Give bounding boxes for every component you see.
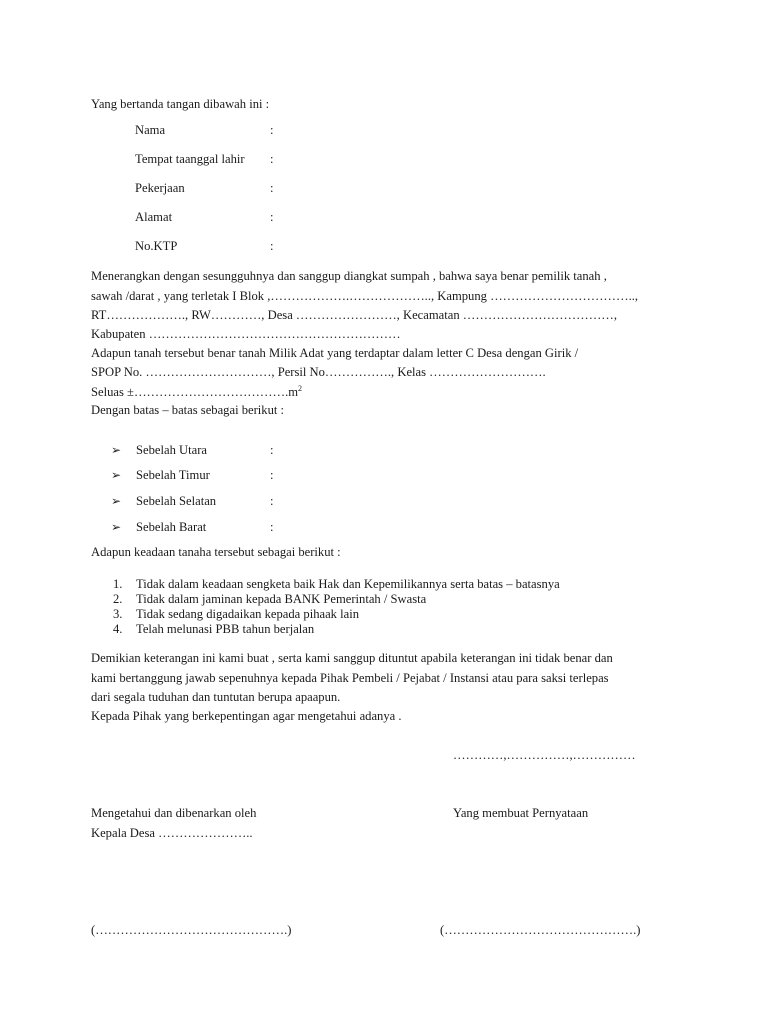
arrow-bullet-icon: ➢ bbox=[111, 520, 122, 534]
field-colon: : bbox=[270, 239, 274, 253]
list-number: 4. bbox=[113, 622, 123, 636]
statement-line: SPOP No. …………………………, Persil No……………., Kelas ………………………. bbox=[91, 365, 546, 379]
statement-line: Dengan batas – batas sebagai berikut : bbox=[91, 403, 285, 417]
field-colon: : bbox=[270, 443, 274, 457]
boundary-label-selatan: Sebelah Selatan bbox=[136, 494, 217, 508]
list-number: 3. bbox=[113, 607, 123, 621]
field-label-alamat: Alamat bbox=[135, 210, 173, 224]
field-colon: : bbox=[270, 210, 274, 224]
signature-left-title: Kepala Desa ………………….. bbox=[91, 826, 253, 840]
condition-item: Telah melunasi PBB tahun berjalan bbox=[136, 622, 315, 636]
area-unit-superscript: 2 bbox=[298, 384, 303, 393]
field-colon: : bbox=[270, 181, 274, 195]
statement-line: sawah /darat , yang terletak I Blok ,……………….……………….., Kampung …………………………….., bbox=[91, 289, 639, 303]
signature-right-label: Yang membuat Pernyataan bbox=[453, 806, 589, 820]
statement-line: Adapun tanah tersebut benar tanah Milik Adat yang terdaptar dalam letter C Desa dengan Girik / bbox=[91, 346, 579, 360]
statement-line: Kabupaten …………………………………………………… bbox=[91, 327, 401, 341]
condition-item: Tidak dalam jaminan kepada BANK Pemerintah / Swasta bbox=[136, 592, 427, 606]
field-colon: : bbox=[270, 520, 274, 534]
field-colon: : bbox=[270, 494, 274, 508]
signature-right-blank: (……………………………………….) bbox=[440, 923, 641, 937]
area-line bbox=[91, 385, 302, 399]
boundary-label-utara: Sebelah Utara bbox=[136, 443, 207, 457]
condition-item: Tidak sedang digadaikan kepada pihaak lain bbox=[136, 607, 360, 621]
intro-text: Yang bertanda tangan dibawah ini : bbox=[91, 97, 270, 111]
arrow-bullet-icon: ➢ bbox=[111, 494, 122, 508]
field-colon: : bbox=[270, 468, 274, 482]
field-colon: : bbox=[270, 152, 274, 166]
statement-line: Menerangkan dengan sesungguhnya dan sanggup diangkat sumpah , bahwa saya benar pemilik tanah , bbox=[91, 269, 607, 283]
field-label-nama: Nama bbox=[135, 123, 166, 137]
field-colon: : bbox=[270, 123, 274, 137]
boundary-label-timur: Sebelah Timur bbox=[136, 468, 210, 482]
field-label-pekerjaan: Pekerjaan bbox=[135, 181, 185, 195]
closing-line: Demikian keterangan ini kami buat , serta kami sanggup dituntut apabila keterangan ini tidak benar dan bbox=[91, 651, 613, 665]
arrow-bullet-icon: ➢ bbox=[111, 443, 122, 457]
condition-item: Tidak dalam keadaan sengketa baik Hak dan Kepemilikannya serta batas – batasnya bbox=[136, 577, 560, 591]
signature-left-label: Mengetahui dan dibenarkan oleh bbox=[91, 806, 257, 820]
signature-left-blank: (……………………………………….) bbox=[91, 923, 292, 937]
arrow-bullet-icon: ➢ bbox=[111, 468, 122, 482]
place-date: …………,……………,…………… bbox=[453, 748, 636, 762]
boundary-label-barat: Sebelah Barat bbox=[136, 520, 207, 534]
area-text: Seluas ±……………………………….m bbox=[91, 385, 299, 400]
closing-line: Kepada Pihak yang berkepentingan agar mengetahui adanya . bbox=[91, 709, 402, 723]
statement-line: RT………………., RW…………, Desa ……………………, Kecamatan ………………………………, bbox=[91, 308, 618, 322]
list-number: 1. bbox=[113, 577, 123, 591]
field-label-no-ktp: No.KTP bbox=[135, 239, 178, 253]
field-label-tempat-lahir: Tempat taanggal lahir bbox=[135, 152, 245, 166]
condition-intro: Adapun keadaan tanaha tersebut sebagai berikut : bbox=[91, 545, 341, 559]
closing-line: kami bertanggung jawab sepenuhnya kepada Pihak Pembeli / Pejabat / Instansi atau para saksi terlepas bbox=[91, 671, 609, 685]
closing-line: dari segala tuduhan dan tuntutan berupa apaapun. bbox=[91, 690, 341, 704]
list-number: 2. bbox=[113, 592, 123, 606]
